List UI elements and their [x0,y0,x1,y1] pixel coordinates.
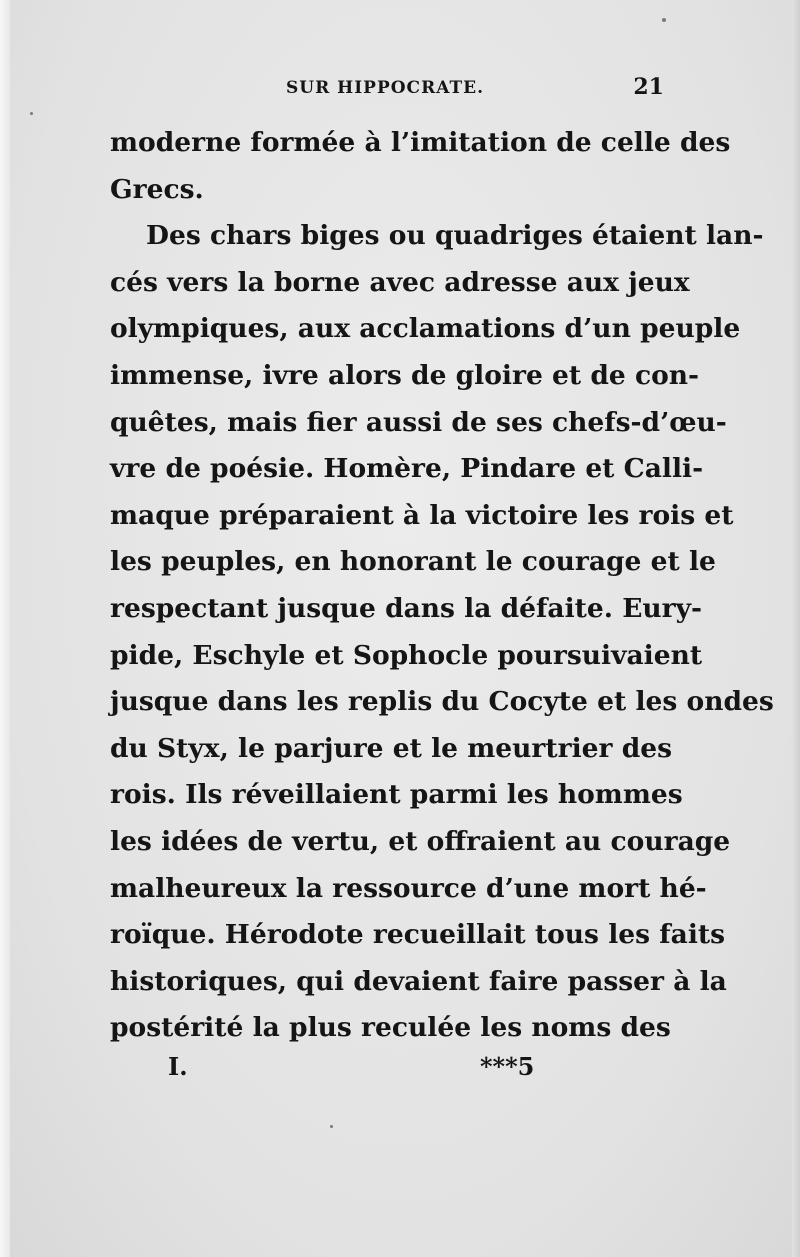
text-line: du Styx, le parjure et le meurtrier des [110,732,672,764]
body-text [110,120,774,1052]
text-line: les idées de vertu, et offraient au courage [110,825,731,857]
page-header [108,74,664,104]
text-line: les peuples, en honorant le courage et le [110,546,716,578]
text-line: moderne formée à l’imitation de celle des [110,127,731,158]
paper-speck [330,1125,333,1128]
signature-mark: I. [168,1052,188,1081]
text-line: historiques, qui devaient faire passer à la [110,965,727,997]
sheet-mark: ***5 [480,1052,535,1081]
text-line: maque préparaient à la victoire les rois et [110,499,734,531]
text-line: cés vers la borne avec adresse aux jeux [110,266,690,298]
text-line: postérité la plus reculée les noms des [110,1012,671,1044]
page-edge-right [792,0,800,1257]
text-line: jusque dans les replis du Cocyte et les ondes [110,686,774,718]
text-line: Des chars biges ou quadriges étaient lan- [146,220,764,252]
text-line: immense, ivre alors de gloire et de con- [110,359,700,391]
text-line: respectant jusque dans la défaite. Eury- [110,592,703,624]
text-line: olympiques, aux acclamations d’un peuple [110,313,741,345]
text-line: vre de poésie. Homère, Pindare et Calli- [110,453,704,485]
text-line: malheureux la ressource d’une mort hé- [110,872,707,904]
page-number: 21 [633,74,664,100]
text-line: pide, Eschyle et Sophocle poursuivaient [110,639,703,671]
text-line: quêtes, mais fier aussi de ses chefs-d’œu- [110,406,727,438]
paper-speck [662,18,666,22]
text-line: roïque. Hérodote recueillait tous les faits [110,919,726,951]
text-line: Grecs. [110,173,204,205]
text-line: rois. Ils réveillaient parmi les hommes [110,779,683,811]
running-head: SUR HIPPOCRATE. [286,78,484,98]
page-footer [168,1052,568,1092]
page-edge-left [0,0,10,1257]
paper-speck [30,112,33,115]
